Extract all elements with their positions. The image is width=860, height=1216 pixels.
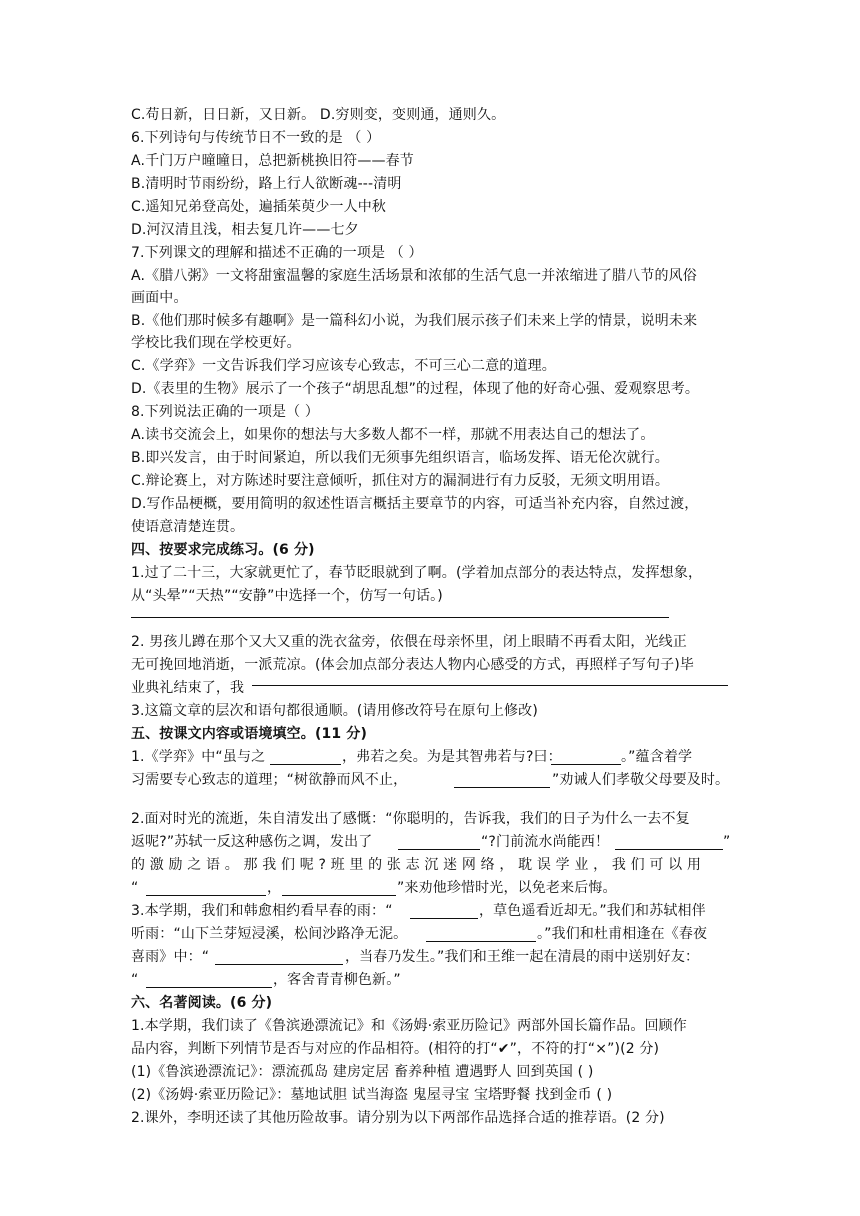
text-line: 学校比我们现在学校更好。 — [131, 335, 301, 351]
exercise-4-3: 3.这篇文章的层次和语句都很通顺。(请用修改符号在原句上修改) — [131, 703, 538, 719]
question-8: 8.下列说法正确的一项是（ ） — [131, 404, 320, 420]
option-c: C.辩论赛上，对方陈述时要注意倾听，抓住对方的漏洞进行有力反驳，无须文明用语。 — [131, 473, 670, 489]
text-line: 。”蕴含着学 — [621, 749, 693, 765]
text-line: 品内容，判断下列情节是否与对应的作品相符。(相符的打“✔”，不符的打“×”)(2 分) — [131, 1041, 660, 1057]
text-line: 听雨：“山下兰芽短浸溪，松间沙路净无泥。 — [131, 926, 408, 942]
text-line: “?门前流水尚能西！ — [481, 834, 610, 850]
fill-blank — [398, 849, 480, 850]
answer-blank — [131, 617, 669, 618]
text-line: 无可挽回地消逝，一派荒凉。(体会加点部分表达人物内心感受的方式，再照样子写句子)毕 — [131, 657, 695, 673]
exercise-4-2: 2. 男孩儿蹲在那个又大又重的洗衣盆旁，依偎在母亲怀里，闭上眼睛不再看太阳，光线正 — [131, 634, 687, 650]
text-line: 2.面对时光的流逝，朱自清发出了感慨：“你聪明的，告诉我，我们的日子为什么一去不复 — [131, 811, 690, 827]
option-a: A.《腊八粥》一文将甜蜜温馨的家庭生活场景和浓郁的生活气息一并浓缩进了腊八节的风俗 — [131, 268, 697, 284]
answer-blank — [252, 685, 728, 686]
text-line: 返呢?”苏轼一反这种感伤之调，发出了 — [131, 834, 373, 850]
question-7: 7.下列课文的理解和描述不正确的一项是 （ ） — [131, 245, 423, 261]
text-line: ， — [267, 880, 282, 896]
text-line: 的 激 励 之 语 。 那 我 们 呢 ? 班 里 的 张 志 沉 迷 网 络 ， 耽 误 学 业 ， 我 们 可 以 用 — [131, 857, 702, 873]
option-d: D.写作品梗概，要用简明的叙述性语言概括主要章节的内容，可适当补充内容，自然过渡， — [131, 496, 699, 512]
text-line: 。”我们和杜甫相逢在《春夜 — [537, 926, 708, 942]
question-6: 6.下列诗句与传统节日不一致的是 （ ） — [131, 130, 381, 146]
fill-blank — [215, 964, 343, 965]
exercise-4-1: 1.过了二十三，大家就更忙了，春节眨眼就到了啊。(学着加点部分的表达特点，发挥想象， — [131, 565, 703, 581]
text-line: “ — [131, 880, 139, 896]
fill-blank — [426, 941, 536, 942]
reading-item-1: (1)《鲁滨逊漂流记》：漂流孤岛 建房定居 畜养种植 遭遇野人 回到英国 ( ) — [131, 1064, 594, 1080]
fill-blank — [615, 849, 723, 850]
text-line: ，当春乃发生。”我们和王维一起在清晨的雨中送别好友： — [345, 949, 700, 965]
reading-item-2: (2)《汤姆·索亚历险记》：墓地试胆 试当海盗 鬼屋寻宝 宝塔野餐 找到金币 ( ) — [131, 1087, 613, 1103]
text-line: 业典礼结束了，我 — [131, 680, 245, 696]
option-a: A.千门万户曈曈日，总把新桃换旧符——春节 — [131, 153, 414, 169]
option-b: B.《他们那时候多有趣啊》是一篇科幻小说，为我们展示孩子们未来上学的情景，说明未来 — [131, 313, 698, 329]
reading-6-1: 1.本学期，我们读了《鲁滨逊漂流记》和《汤姆·索亚历险记》两部外国长篇作品。回顾作 — [131, 1018, 687, 1034]
option-c: C.遥知兄弟登高处，遍插茱萸少一人中秋 — [131, 199, 387, 215]
option-d: D.《表里的生物》展示了一个孩子“胡思乱想”的过程，体现了他的好奇心强、爱观察思考。 — [131, 381, 700, 397]
text-line: 习需要专心致志的道理；“树欲静而风不止， — [131, 772, 408, 788]
text-line: ，草色遥看近却无。”我们和苏轼相伴 — [479, 903, 706, 919]
text-line: C.苟日新，日日新，又日新。 D.穷则变，变则通，通则久。 — [131, 107, 506, 123]
text-line: ”来劝他珍惜时光，以免老来后悔。 — [397, 880, 617, 896]
section-5-heading: 五、按课文内容或语境填空。(11 分) — [131, 726, 368, 742]
section-4-heading: 四、按要求完成练习。(6 分) — [131, 542, 315, 558]
fill-blank — [270, 764, 341, 765]
text-line: 画面中。 — [131, 290, 188, 306]
text-line: 使语意清楚连贯。 — [131, 519, 245, 535]
fill-blank — [410, 918, 478, 919]
option-d: D.河汉清且浅，相去复几许——七夕 — [131, 222, 359, 238]
option-b: B.即兴发言，由于时间紧迫，所以我们无须事先组织语言，临场发挥、语无伦次就行。 — [131, 450, 669, 466]
fill-blank — [282, 895, 396, 896]
text-line: ，客舍青青柳色新。” — [273, 972, 401, 988]
text-line: ”劝诫人们孝敬父母要及时。 — [552, 772, 730, 788]
text-line: 从“头晕”“天热”“安静”中选择一个，仿写一句话。) — [131, 588, 443, 604]
fill-blank — [551, 764, 621, 765]
reading-6-2: 2.课外，李明还读了其他历险故事。请分别为以下两部作品选择合适的推荐语。(2 分) — [131, 1110, 665, 1126]
fill-blank — [146, 987, 272, 988]
text-line: 1.《学弈》中“虽与之 — [131, 749, 266, 765]
option-b: B.清明时节雨纷纷，路上行人欲断魂---清明 — [131, 176, 402, 192]
text-line: ，弗若之矣。为是其智弗若与?曰： — [342, 749, 562, 765]
option-c: C.《学弈》一文告诉我们学习应该专心致志，不可三心二意的道理。 — [131, 358, 556, 374]
fill-blank — [454, 787, 550, 788]
text-line: ” — [723, 834, 731, 850]
section-6-heading: 六、名著阅读。(6 分) — [131, 995, 273, 1011]
fill-blank — [146, 895, 266, 896]
option-a: A.读书交流会上，如果你的想法与大多数人都不一样，那就不用表达自己的想法了。 — [131, 427, 655, 443]
text-line: 3.本学期，我们和韩愈相约看早春的雨：“ — [131, 903, 393, 919]
text-line: “ — [131, 972, 139, 988]
text-line: 喜雨》中：“ — [131, 949, 210, 965]
